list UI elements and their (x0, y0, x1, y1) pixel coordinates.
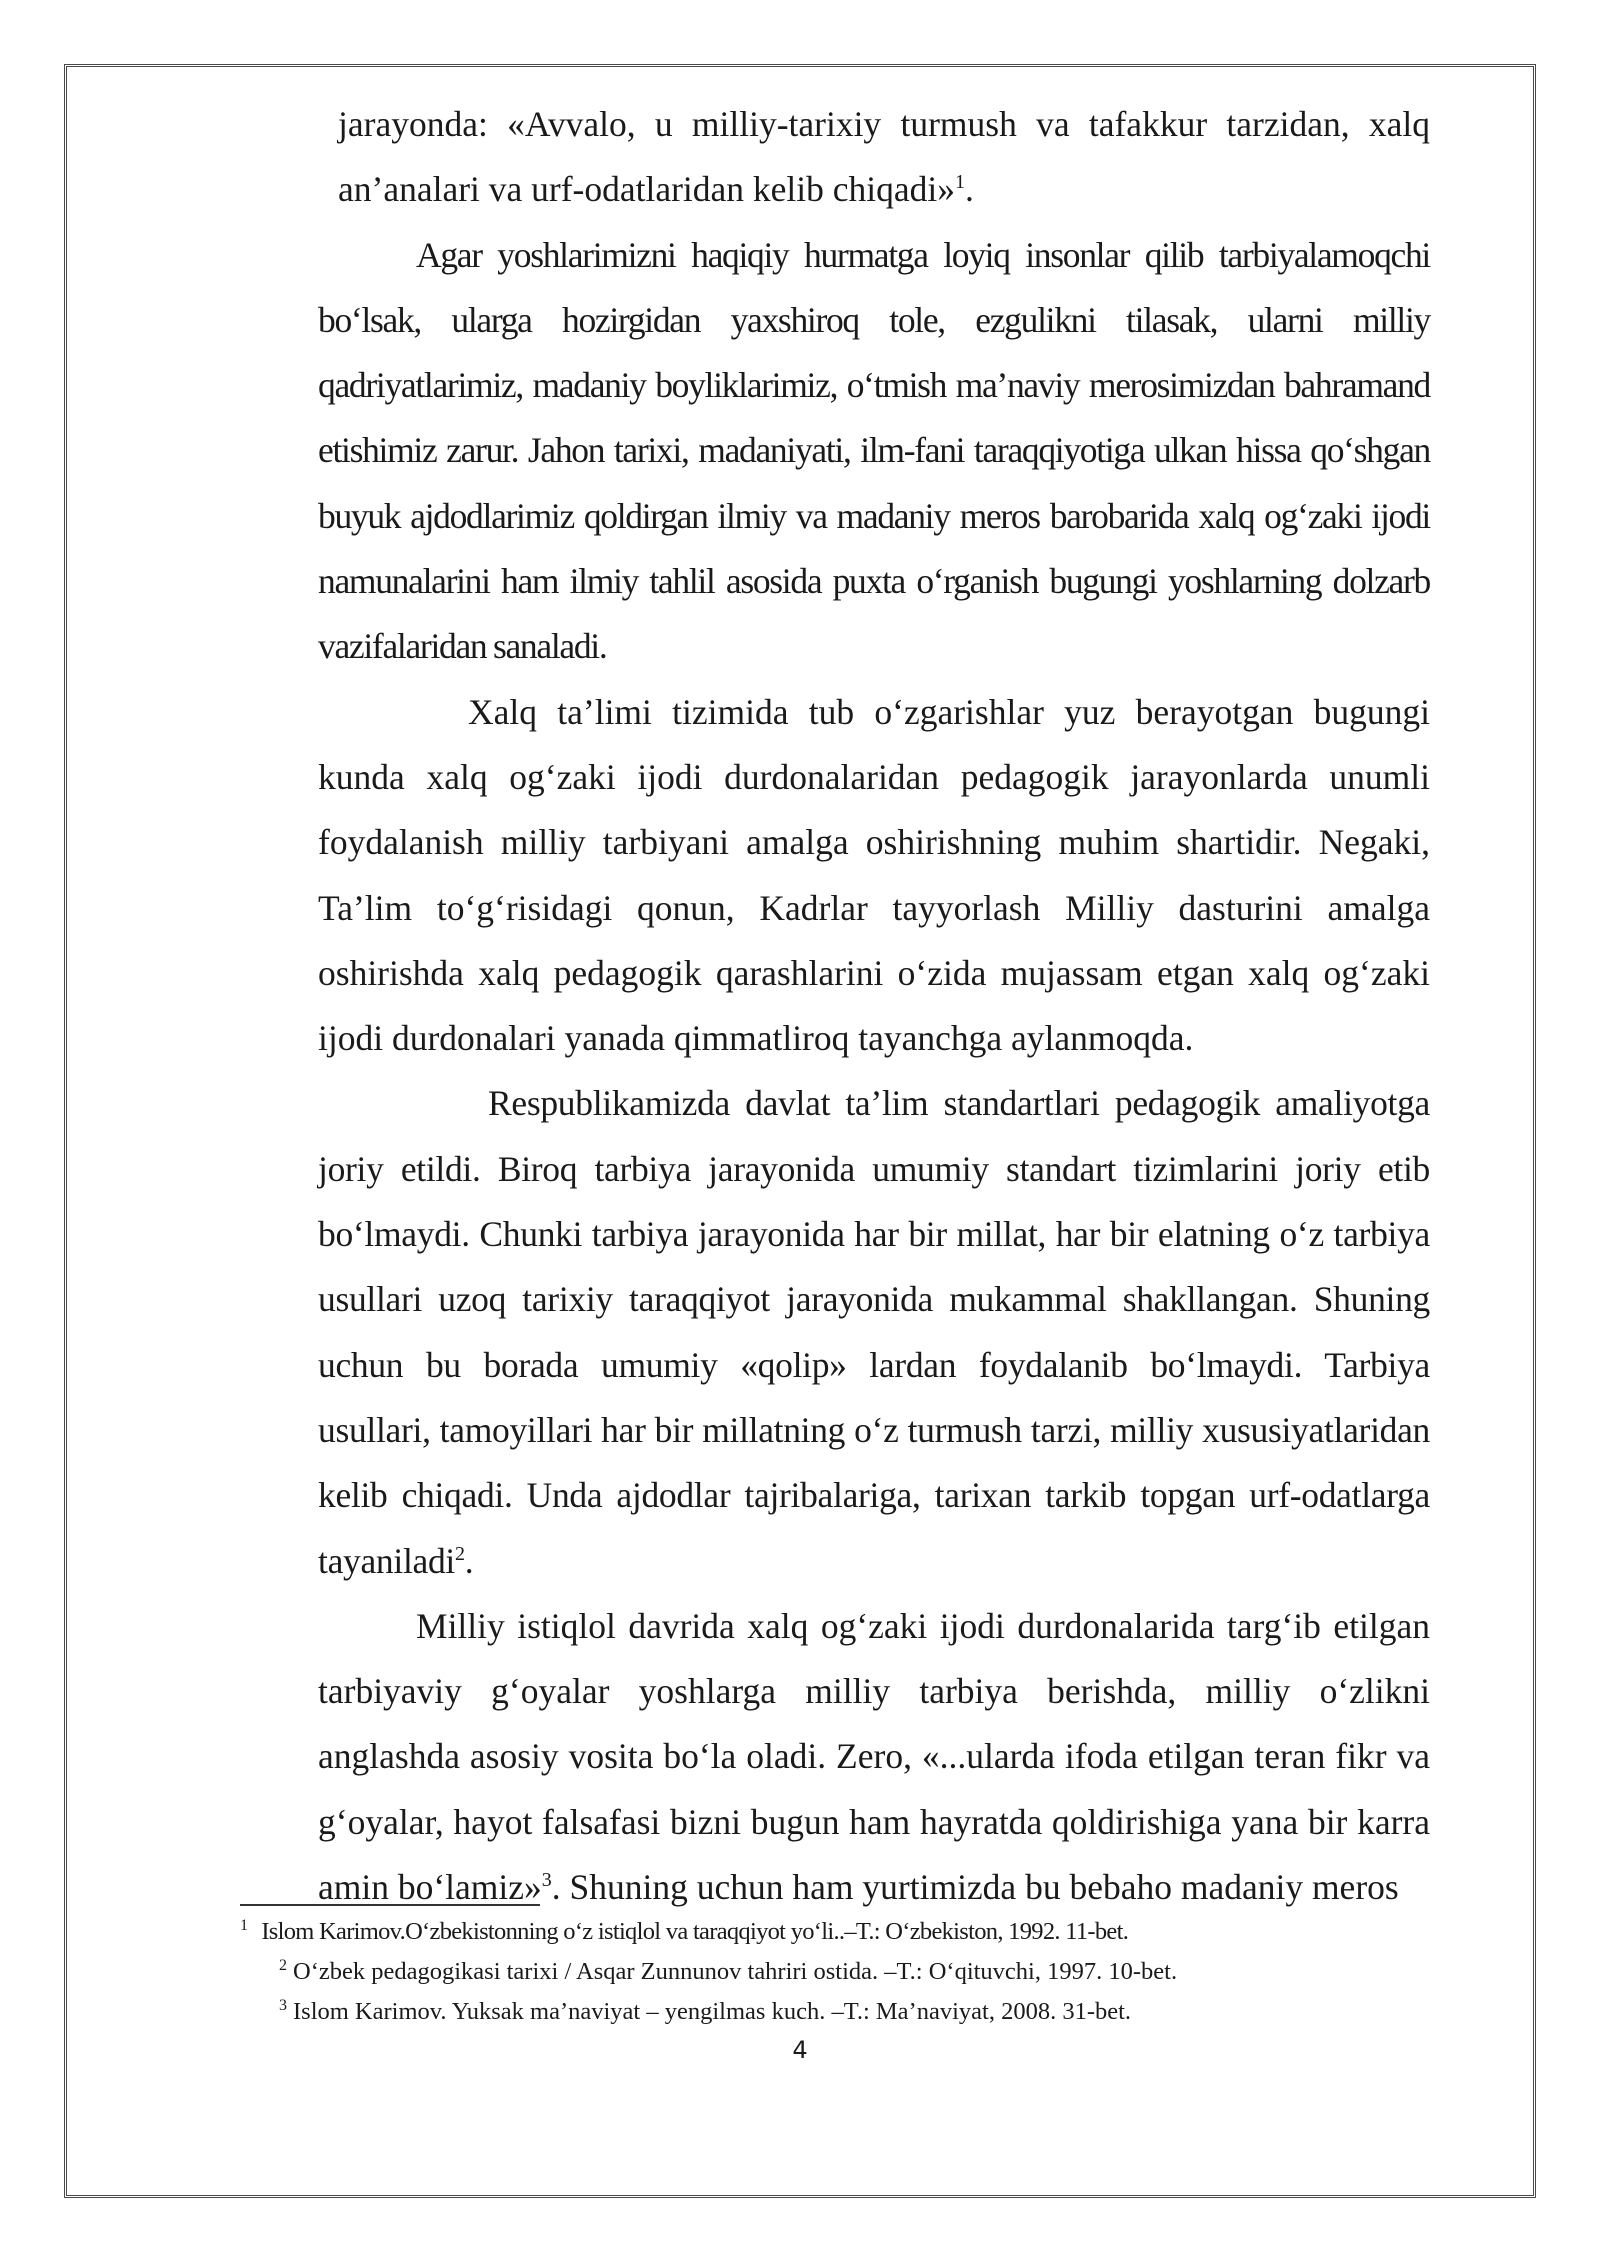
footnote-ref-2: 2 (454, 1542, 465, 1565)
footnote-3-number: 3 (279, 1996, 287, 2014)
paragraph-5-text: Milliy istiqlol davrida xalq og‘zaki ijodi durdonalarida targ‘ib etilgan tarbiyaviy g‘oyalar yoshlarga milliy tarbiya berishda, milliy o‘zlikni anglashda asosiy vosita bo‘la oladi. Zero, «...ularda ifoda etilgan teran fikr va g‘oyalar, hayot falsafasi bizni bugun ham hayratda qoldirishiga yana bir karra amin bo‘lamiz» (318, 1605, 1430, 1908)
footnotes (240, 1912, 1440, 2032)
footnote-ref-3: 3 (541, 1869, 552, 1892)
body-text (318, 92, 1430, 1920)
footnote-1-text: Islom Karimov.O‘zbekistonning o‘z istiqlol va taraqqiyot yo‘li..–T.: O‘zbekiston, 1992. 11-bet. (261, 1918, 1129, 1945)
footnote-2 (240, 1952, 1440, 1992)
footnote-2-number: 2 (279, 1956, 287, 1974)
footnote-separator (240, 1904, 540, 1906)
paragraph-3: Xalq ta’limi tizimida tub o‘zgarishlar yuz berayotgan bugungi kunda xalq og‘zaki ijodi durdonalaridan pedagogik jarayonlarda unumli foydalanish milliy tarbiyani amalga oshirishning muhim shartidir. Negaki, Ta’lim to‘g‘risidagi qonun, Kadrlar tayyorlash Milliy dasturini amalga oshirishda xalq pedagogik qarashlarini o‘zida mujassam etgan xalq og‘zaki ijodi durdonalari yanada qimmatliroq tayanchga aylanmoqda. (318, 691, 1430, 1059)
footnote-1 (240, 1912, 1440, 1952)
paragraph-4-text: Respublikamizda davlat ta’lim standartlari pedagogik amaliyotga joriy etildi. Biroq tarbiya jarayonida umumiy standart tizimlarini joriy etib bo‘lmaydi. Chunki tarbiya jarayonida har bir millat, har bir elatning o‘z tarbiya usullari uzoq tarixiy taraqqiyot jarayonida mukammal shakllangan. Shuning uchun bu borada umumiy «qolip» lardan foydalanib bo‘lmaydi. Tarbiya usullari, tamoyillari har bir millatning o‘z turmush tarzi, milliy xususiyatlaridan kelib chiqadi. Unda ajdodlar tajribalariga, tarixan tarkib topgan urf-odatlarga tayaniladi (318, 1083, 1430, 1581)
paragraph-1 (318, 92, 1430, 223)
paragraph-5 (318, 1594, 1430, 1920)
paragraph-2: Agar yoshlarimizni haqiqiy hurmatga loyiq insonlar qilib tarbiyalamoqchi bo‘lsak, ularga hozirgidan yaxshiroq tole, ezgulikni tilasak, ularni milliy qadriyatlarimiz, madaniy boyliklarimiz, o‘tmish ma’naviy merosimizdan bahramand etishimiz zarur. Jahon tarixi, madaniyati, ilm-fani taraqqiyotiga ulkan hissa qo‘shgan buyuk ajdodlarimiz qoldirgan ilmiy va madaniy meros barobarida xalq og‘zaki ijodi namunalarini ham ilmiy tahlil asosida puxta o‘rganish bugungi yoshlarning dolzarb vazifalaridan sanaladi. (318, 234, 1430, 667)
paragraph-4 (318, 1071, 1430, 1593)
paragraph-1-text: jarayonda: «Avvalo, u milliy-tarixiy turmush va tafakkur tarzidan, xalq an’analari va urf-odatlaridan kelib chiqadi» (338, 104, 1430, 210)
footnote-2-text: O‘zbek pedagogikasi tarixi / Asqar Zunnunov tahriri ostida. –T.: O‘qituvchi, 1997. 10-bet. (293, 1958, 1178, 1985)
footnote-ref-1: 1 (955, 171, 966, 194)
footnote-1-number: 1 (240, 1916, 248, 1934)
paragraph-4-tail: . (464, 1540, 474, 1581)
paragraph-5-tail: . Shuning uchun ham yurtimizda bu bebaho madaniy meros (551, 1867, 1399, 1908)
page-number: 4 (792, 2036, 808, 2064)
paragraph-1-tail: . (965, 169, 974, 210)
footnote-3-text: Islom Karimov. Yuksak ma’naviyat – yengilmas kuch. –T.: Ma’naviyat, 2008. 31-bet. (293, 1998, 1132, 2025)
footnote-3 (240, 1992, 1440, 2032)
